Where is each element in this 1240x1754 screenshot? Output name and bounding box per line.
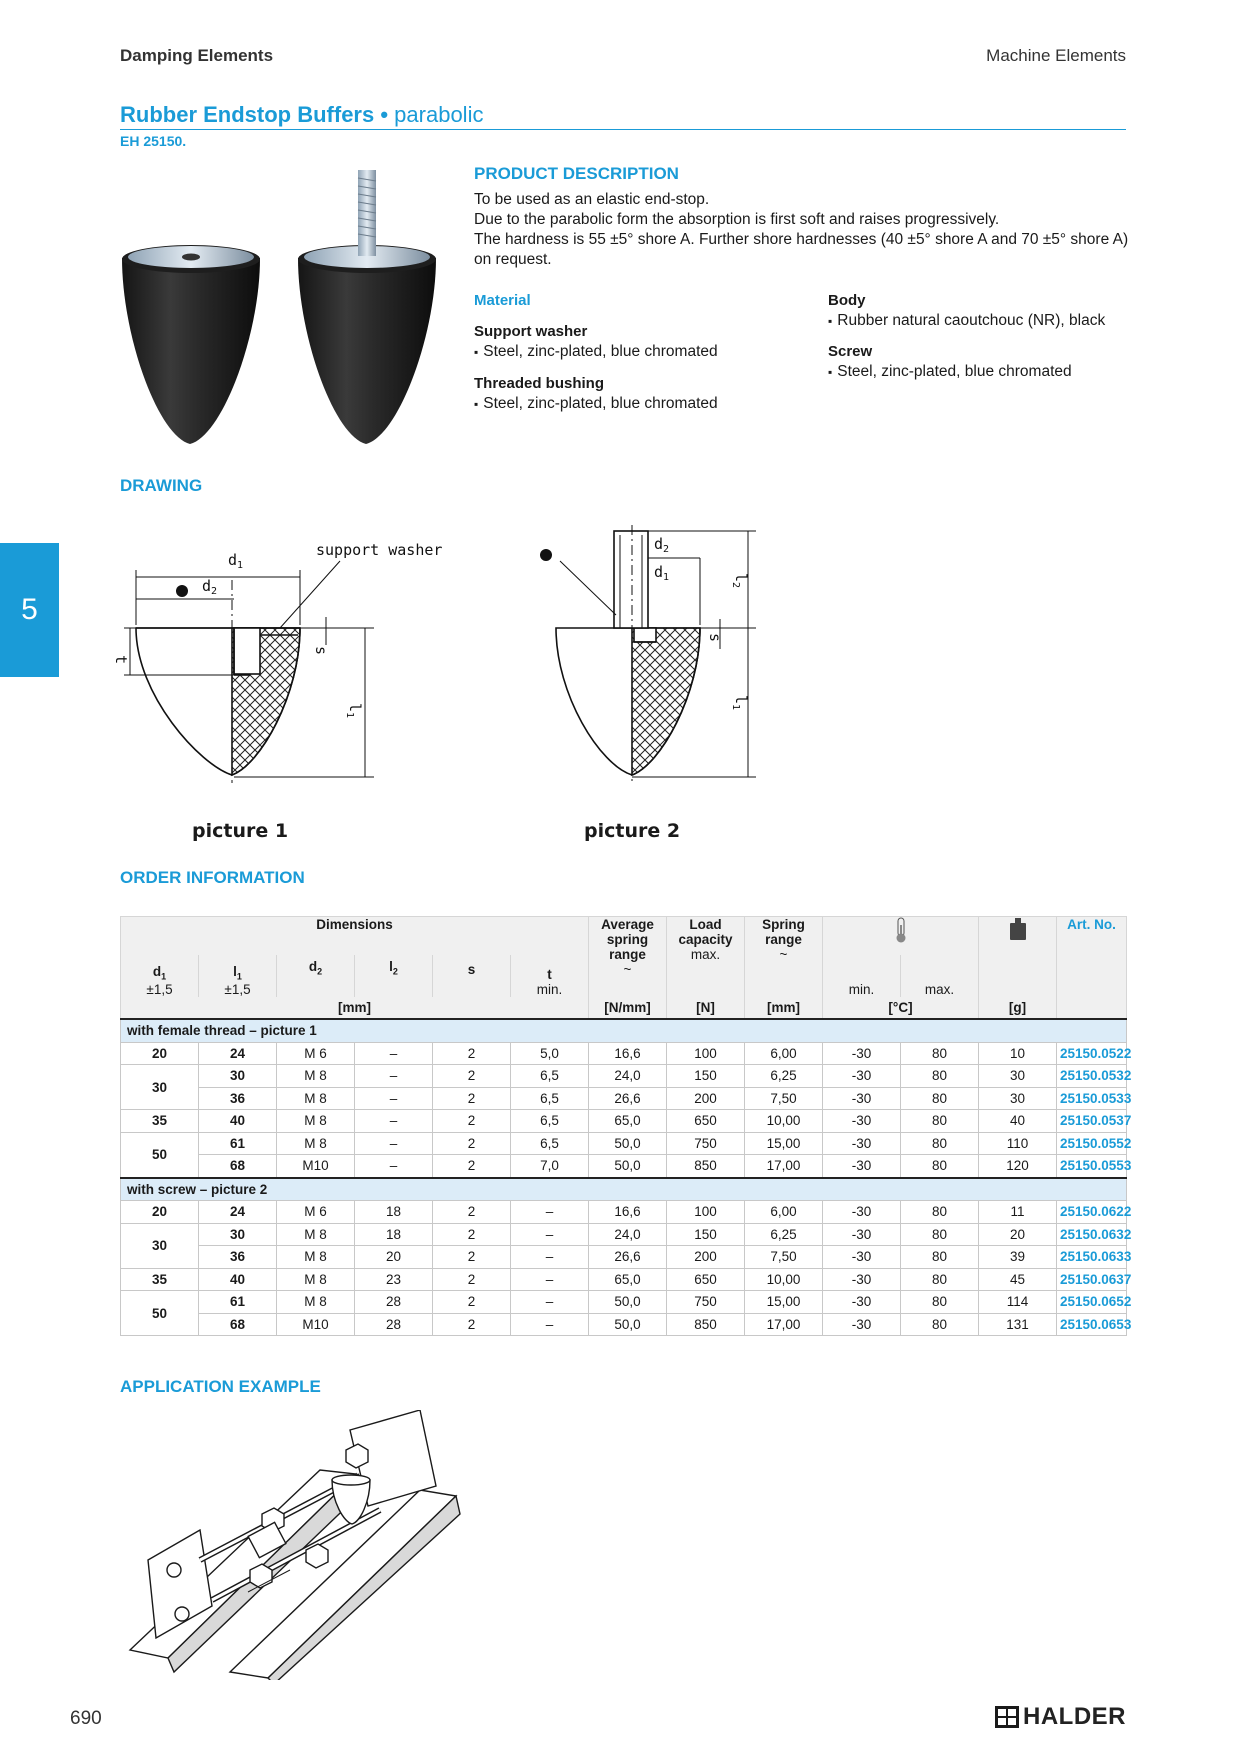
table-cell: 50,0	[589, 1313, 667, 1336]
chapter-tab[interactable]	[0, 543, 59, 677]
table-cell: 750	[667, 1291, 745, 1314]
table-cell: 36	[199, 1087, 277, 1110]
table-row	[121, 1268, 1127, 1291]
table-cell: 35	[121, 1110, 199, 1133]
table-cell: 650	[667, 1110, 745, 1133]
table-cell: 150	[667, 1065, 745, 1088]
table-row	[121, 1155, 1127, 1178]
table-cell: 35	[121, 1268, 199, 1291]
table-cell: 30	[199, 1065, 277, 1088]
table-cell: -30	[823, 1201, 901, 1224]
table-group-row	[121, 1019, 1127, 1042]
table-row	[121, 1291, 1127, 1314]
table-cell: M 8	[277, 1268, 355, 1291]
table-cell: 80	[901, 1291, 979, 1314]
support-washer-callout: support washer	[316, 541, 443, 559]
table-cell: 24,0	[589, 1223, 667, 1246]
table-cell: M 8	[277, 1110, 355, 1133]
table-cell: -30	[823, 1268, 901, 1291]
table-cell: 6,5	[511, 1132, 589, 1155]
article-number[interactable]: 25150.0637	[1057, 1268, 1127, 1291]
table-cell: 2	[433, 1201, 511, 1224]
table-cell: –	[511, 1223, 589, 1246]
table-cell: 30	[979, 1087, 1057, 1110]
dim-d2-label: $d_2$	[654, 535, 670, 555]
table-cell: 50,0	[589, 1155, 667, 1178]
material-heading: Material	[474, 292, 531, 309]
table-cell: -30	[823, 1110, 901, 1133]
technical-drawing-picture-1	[110, 525, 470, 790]
th-temperature	[823, 917, 979, 956]
table-cell: 17,00	[745, 1313, 823, 1336]
title-rule	[120, 129, 1126, 130]
table-cell: 100	[667, 1042, 745, 1065]
article-number[interactable]: 25150.0622	[1057, 1201, 1127, 1224]
th-d1: $d_1$ ±1,5	[121, 955, 199, 997]
table-cell: 30	[199, 1223, 277, 1246]
th-t: t min.	[511, 955, 589, 997]
table-cell: 26,6	[589, 1246, 667, 1269]
table-group-row	[121, 1178, 1127, 1201]
application-example-heading: APPLICATION EXAMPLE	[120, 1377, 321, 1396]
article-number[interactable]: 25150.0632	[1057, 1223, 1127, 1246]
table-cell: 6,5	[511, 1110, 589, 1133]
table-cell: 650	[667, 1268, 745, 1291]
table-cell: 110	[979, 1132, 1057, 1155]
table-cell: 11	[979, 1201, 1057, 1224]
table-cell: –	[511, 1246, 589, 1269]
table-cell: 39	[979, 1246, 1057, 1269]
table-cell: 61	[199, 1291, 277, 1314]
table-cell: -30	[823, 1155, 901, 1178]
table-cell: -30	[823, 1246, 901, 1269]
article-number[interactable]: 25150.0553	[1057, 1155, 1127, 1178]
table-cell: 5,0	[511, 1042, 589, 1065]
table-cell: 36	[199, 1246, 277, 1269]
article-number[interactable]: 25150.0522	[1057, 1042, 1127, 1065]
table-cell: 80	[901, 1246, 979, 1269]
table-cell: M 6	[277, 1201, 355, 1224]
table-cell: 80	[901, 1223, 979, 1246]
table-cell: 40	[979, 1110, 1057, 1133]
description-line: The hardness is 55 ±5° shore A. Further shore hardnesses (40 ±5° shore A and 70 ±5° shore A) on request.	[474, 231, 1129, 268]
table-cell: –	[355, 1065, 433, 1088]
table-cell: M10	[277, 1313, 355, 1336]
article-number[interactable]: 25150.0532	[1057, 1065, 1127, 1088]
title-variant: parabolic	[394, 102, 484, 127]
article-number[interactable]: 25150.0537	[1057, 1110, 1127, 1133]
table-cell: 850	[667, 1155, 745, 1178]
table-cell: 7,50	[745, 1087, 823, 1110]
table-group-label: with female thread – picture 1	[121, 1019, 1127, 1042]
body-label: Body	[828, 292, 866, 309]
th-unit-n: [N]	[667, 997, 745, 1020]
description-line: To be used as an elastic end-stop.	[474, 191, 710, 208]
table-cell: 50,0	[589, 1291, 667, 1314]
table-cell: 7,0	[511, 1155, 589, 1178]
table-cell: 20	[121, 1201, 199, 1224]
page-number: 690	[70, 1708, 102, 1729]
brand-name: HALDER	[1023, 1703, 1126, 1730]
table-group-label: with screw – picture 2	[121, 1178, 1127, 1201]
dim-l1-label: $l_1$	[730, 695, 750, 711]
table-cell: 80	[901, 1201, 979, 1224]
dim-s-label: s	[706, 633, 724, 643]
dim-d1-label: $d_1$	[654, 563, 670, 583]
table-cell: 850	[667, 1313, 745, 1336]
table-cell: 2	[433, 1246, 511, 1269]
article-number[interactable]: 25150.0653	[1057, 1313, 1127, 1336]
table-cell: 40	[199, 1110, 277, 1133]
dim-t-label: t	[112, 655, 130, 665]
halder-logo-icon	[995, 1706, 1019, 1728]
dim-l1-label: $l_1$	[344, 703, 364, 719]
table-cell: 24	[199, 1042, 277, 1065]
table-cell: 65,0	[589, 1268, 667, 1291]
table-cell: 18	[355, 1223, 433, 1246]
table-cell: M10	[277, 1155, 355, 1178]
table-cell: 2	[433, 1313, 511, 1336]
weight-icon	[1008, 917, 1028, 941]
page-title	[120, 102, 483, 128]
table-cell: –	[355, 1042, 433, 1065]
table-cell: 26,6	[589, 1087, 667, 1110]
table-cell: -30	[823, 1065, 901, 1088]
table-cell: 18	[355, 1201, 433, 1224]
table-cell: 2	[433, 1110, 511, 1133]
th-unit-nmm: [N/mm]	[589, 997, 667, 1020]
brand-logo	[995, 1703, 1126, 1731]
table-row	[121, 1042, 1127, 1065]
support-washer-label: Support washer	[474, 323, 588, 340]
dim-s-label: s	[312, 646, 330, 656]
screw-label: Screw	[828, 343, 873, 360]
dim-d1-label: $d_1$	[228, 551, 244, 571]
table-cell: 2	[433, 1155, 511, 1178]
table-row	[121, 1313, 1127, 1336]
body-value: ▪ Rubber natural caoutchouc (NR), black	[828, 312, 1105, 330]
table-cell: 50	[121, 1291, 199, 1336]
table-cell: 24	[199, 1201, 277, 1224]
table-cell: 120	[979, 1155, 1057, 1178]
article-number[interactable]: 25150.0552	[1057, 1132, 1127, 1155]
table-cell: 114	[979, 1291, 1057, 1314]
table-cell: 7,50	[745, 1246, 823, 1269]
table-cell: 80	[901, 1065, 979, 1088]
table-cell: 6,25	[745, 1223, 823, 1246]
table-cell: 10,00	[745, 1268, 823, 1291]
table-cell: 80	[901, 1132, 979, 1155]
table-row	[121, 1201, 1127, 1224]
table-cell: -30	[823, 1291, 901, 1314]
table-cell: M 8	[277, 1246, 355, 1269]
table-cell: -30	[823, 1223, 901, 1246]
table-cell: 80	[901, 1042, 979, 1065]
article-number[interactable]: 25150.0633	[1057, 1246, 1127, 1269]
dim-d2-label: $d_2$	[202, 577, 218, 597]
th-unit-mm: [mm]	[121, 997, 589, 1020]
order-information-heading: ORDER INFORMATION	[120, 868, 305, 887]
support-washer-value: ▪ Steel, zinc-plated, blue chromated	[474, 343, 718, 361]
title-main: Rubber Endstop Buffers	[120, 102, 375, 127]
table-cell: 10,00	[745, 1110, 823, 1133]
table-cell: 6,25	[745, 1065, 823, 1088]
th-temp-max: max.	[901, 955, 979, 997]
table-row	[121, 1223, 1127, 1246]
table-cell: 2	[433, 1132, 511, 1155]
table-cell: 50	[121, 1132, 199, 1178]
threaded-bushing-value: ▪ Steel, zinc-plated, blue chromated	[474, 395, 718, 413]
th-unit-mm-spring: [mm]	[745, 997, 823, 1020]
table-cell: M 8	[277, 1087, 355, 1110]
th-d2: $d_2$	[277, 955, 355, 997]
table-cell: 20	[979, 1223, 1057, 1246]
screw-value: ▪ Steel, zinc-plated, blue chromated	[828, 363, 1072, 381]
th-art-no: Art. No.	[1057, 917, 1127, 997]
table-cell: 6,5	[511, 1087, 589, 1110]
table-cell: 23	[355, 1268, 433, 1291]
table-cell: 61	[199, 1132, 277, 1155]
table-cell: 2	[433, 1223, 511, 1246]
threaded-bushing-label: Threaded bushing	[474, 375, 605, 392]
table-cell: 16,6	[589, 1201, 667, 1224]
th-l1: $l_1$ ±1,5	[199, 955, 277, 997]
product-photo	[118, 166, 458, 456]
thermometer-icon	[894, 917, 908, 943]
description-line: Due to the parabolic form the absorption is first soft and raises progressively.	[474, 211, 1000, 228]
table-row	[121, 1110, 1127, 1133]
table-cell: 65,0	[589, 1110, 667, 1133]
drawing-heading: DRAWING	[120, 476, 203, 495]
table-cell: 16,6	[589, 1042, 667, 1065]
product-description-heading: PRODUCT DESCRIPTION	[474, 164, 679, 183]
table-cell: –	[511, 1291, 589, 1314]
table-cell: 30	[979, 1065, 1057, 1088]
product-code: EH 25150.	[120, 133, 187, 149]
table-cell: 30	[121, 1065, 199, 1110]
article-number[interactable]: 25150.0652	[1057, 1291, 1127, 1314]
table-cell: M 8	[277, 1065, 355, 1088]
table-cell: 68	[199, 1155, 277, 1178]
th-weight	[979, 917, 1057, 997]
table-cell: 6,00	[745, 1042, 823, 1065]
th-unit-empty	[1057, 997, 1127, 1020]
table-cell: 20	[355, 1246, 433, 1269]
table-cell: 30	[121, 1223, 199, 1268]
table-cell: 6,5	[511, 1065, 589, 1088]
article-number[interactable]: 25150.0533	[1057, 1087, 1127, 1110]
table-cell: 17,00	[745, 1155, 823, 1178]
table-cell: 80	[901, 1313, 979, 1336]
th-l2: $l_2$	[355, 955, 433, 997]
table-cell: 150	[667, 1223, 745, 1246]
table-cell: –	[511, 1268, 589, 1291]
table-row	[121, 1087, 1127, 1110]
table-cell: 100	[667, 1201, 745, 1224]
table-cell: -30	[823, 1042, 901, 1065]
th-average-spring: Average spring range ~	[589, 917, 667, 997]
header-section: Machine Elements	[986, 46, 1126, 65]
table-row	[121, 1065, 1127, 1088]
table-cell: 28	[355, 1313, 433, 1336]
table-cell: 40	[199, 1268, 277, 1291]
table-cell: M 6	[277, 1042, 355, 1065]
table-cell: 28	[355, 1291, 433, 1314]
table-cell: 750	[667, 1132, 745, 1155]
table-cell: 24,0	[589, 1065, 667, 1088]
table-cell: –	[355, 1110, 433, 1133]
application-example-illustration	[120, 1410, 480, 1680]
title-bullet: •	[374, 102, 395, 127]
table-cell: 2	[433, 1268, 511, 1291]
th-temp-min: min.	[823, 955, 901, 997]
table-cell: –	[511, 1201, 589, 1224]
table-cell: 10	[979, 1042, 1057, 1065]
table-cell: 68	[199, 1313, 277, 1336]
order-table	[120, 916, 1132, 1336]
table-cell: 50,0	[589, 1132, 667, 1155]
chapter-number: 5	[21, 593, 38, 626]
table-cell: 80	[901, 1110, 979, 1133]
product-description	[474, 190, 1134, 270]
picture-1-label: picture 1	[192, 820, 289, 842]
table-cell: 80	[901, 1268, 979, 1291]
table-cell: 2	[433, 1291, 511, 1314]
table-cell: 2	[433, 1087, 511, 1110]
table-cell: –	[355, 1132, 433, 1155]
table-cell: 45	[979, 1268, 1057, 1291]
table-cell: 131	[979, 1313, 1057, 1336]
table-cell: 20	[121, 1042, 199, 1065]
table-cell: –	[355, 1155, 433, 1178]
th-s: s	[433, 955, 511, 997]
table-cell: -30	[823, 1313, 901, 1336]
table-row	[121, 1246, 1127, 1269]
table-cell: 80	[901, 1155, 979, 1178]
table-row	[121, 1132, 1127, 1155]
table-cell: -30	[823, 1132, 901, 1155]
table-cell: –	[355, 1087, 433, 1110]
th-load-capacity: Load capacity max.	[667, 917, 745, 997]
table-cell: 200	[667, 1087, 745, 1110]
table-cell: 2	[433, 1065, 511, 1088]
table-cell: -30	[823, 1087, 901, 1110]
table-cell: –	[511, 1313, 589, 1336]
table-cell: 15,00	[745, 1132, 823, 1155]
header-category: Damping Elements	[120, 46, 274, 65]
table-cell: M 8	[277, 1291, 355, 1314]
technical-drawing-picture-2	[520, 525, 780, 790]
th-spring-range: Spring range ~	[745, 917, 823, 997]
table-cell: M 8	[277, 1132, 355, 1155]
th-dimensions: Dimensions	[121, 917, 589, 956]
th-unit-c: [°C]	[823, 997, 979, 1020]
table-cell: M 8	[277, 1223, 355, 1246]
table-cell: 6,00	[745, 1201, 823, 1224]
table-cell: 80	[901, 1087, 979, 1110]
table-cell: 15,00	[745, 1291, 823, 1314]
table-cell: 200	[667, 1246, 745, 1269]
picture-2-label: picture 2	[584, 820, 681, 842]
th-unit-g: [g]	[979, 997, 1057, 1020]
table-cell: 2	[433, 1042, 511, 1065]
dim-l2-label: $l_2$	[730, 573, 750, 589]
